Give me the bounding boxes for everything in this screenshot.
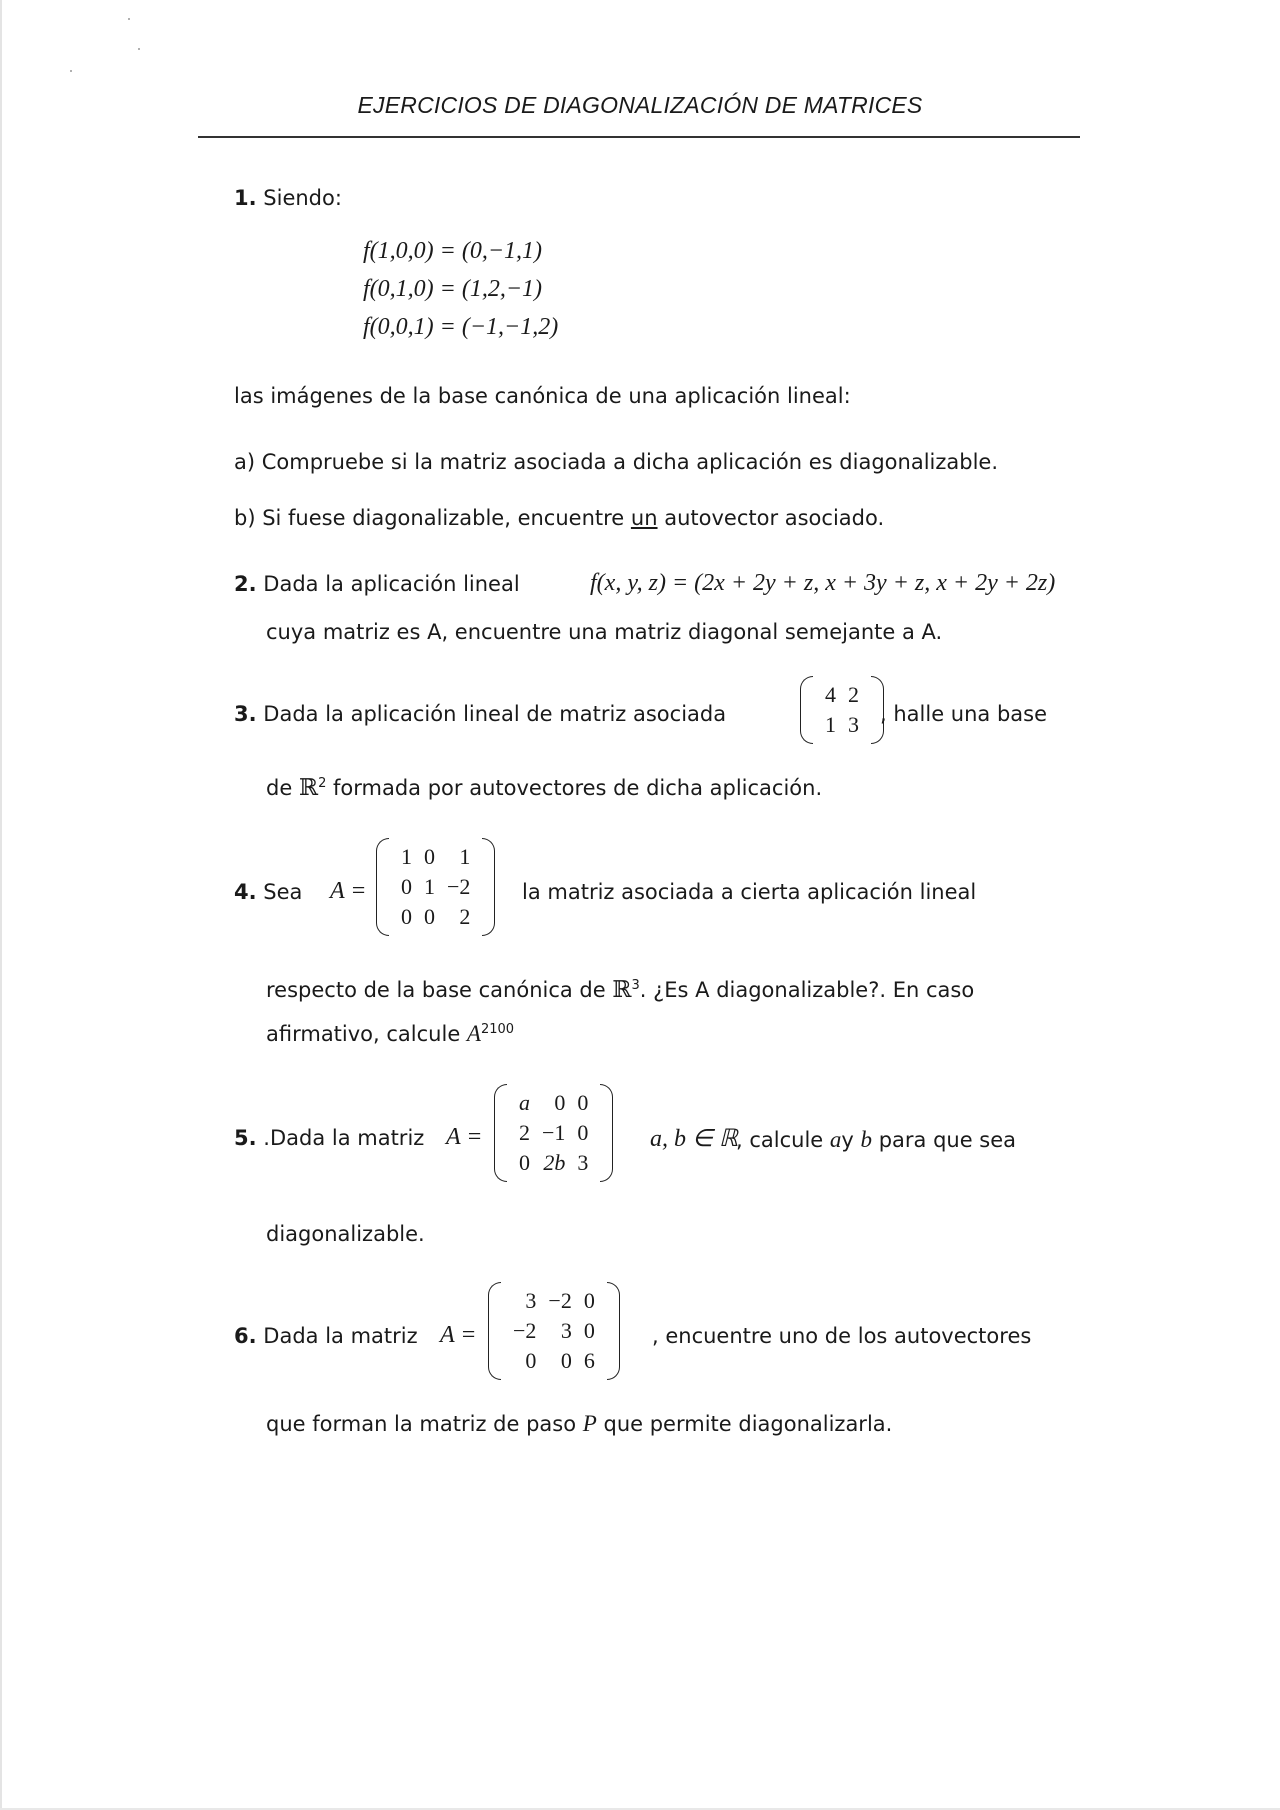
exercise-4-after: la matriz asociada a cierta aplicación lineal: [522, 880, 977, 904]
exercise-6-number: 6.: [234, 1324, 257, 1348]
exercise-4-lhs: A =: [330, 878, 367, 904]
matrix-entry: 2: [519, 1120, 530, 1145]
matrix-entry: 0: [554, 1090, 566, 1115]
matrix-entries: [507, 1084, 600, 1182]
matrix-entry: 2b: [543, 1150, 566, 1175]
matrix-entry: 0: [583, 1318, 595, 1343]
matrix-entry: 2: [459, 904, 471, 929]
exercise-6-line-2: [266, 1410, 892, 1438]
exercise-1-number: 1.: [234, 186, 257, 210]
matrix-entry: 0: [424, 844, 435, 869]
exercise-1-part-a: a) Compruebe si la matriz asociada a dicha aplicación es diagonalizable.: [234, 450, 999, 474]
page-title: EJERCICIOS DE DIAGONALIZACIÓN DE MATRICES: [357, 92, 923, 118]
exercise-6-line-2-post: que permite diagonalizarla.: [596, 1412, 893, 1436]
exercise-4-sea: Sea: [263, 880, 303, 904]
exercise-4-statement: [234, 880, 302, 905]
exercise-1-part-b-underline: un: [630, 506, 658, 530]
exercise-1-siendo: Siendo:: [263, 186, 342, 210]
matrix-power-exponent: 2100: [480, 1022, 515, 1037]
conjunction-y: y: [841, 1128, 854, 1152]
matrix-entry: 0: [577, 1120, 589, 1145]
exercise-1-eq-2: f(0,1,0) = (1,2,−1): [363, 276, 543, 302]
matrix-entry: −2: [447, 874, 471, 899]
exercise-6-statement: [234, 1324, 418, 1349]
matrix-entry: 3: [577, 1150, 589, 1175]
matrix-entry: 0: [401, 904, 412, 929]
exercise-3-matrix: [800, 676, 884, 744]
exercise-5-after-post: para que sea: [872, 1128, 1017, 1152]
exercise-1-eq-3: f(0,0,1) = (−1,−1,2): [363, 314, 559, 340]
matrix-power-base: A: [466, 1021, 481, 1046]
exercise-5-after-pre: , calcule: [736, 1128, 830, 1152]
matrix-entry: 4: [825, 682, 836, 707]
matrix-entry: −1: [542, 1120, 566, 1145]
exercise-4-line-2-post: . ¿Es A diagonalizable?. En caso: [639, 978, 975, 1002]
exercise-4-line-2-pre: respecto de la base canónica de: [266, 978, 613, 1002]
exercise-6-line-2-pre: que forman la matriz de paso: [266, 1412, 583, 1436]
matrix-entry: 2: [848, 682, 859, 707]
matrix-entry: 6: [583, 1348, 595, 1373]
scan-speck: [70, 70, 72, 72]
matrix-entry: −2: [513, 1318, 537, 1343]
matrix-entry: 0: [401, 874, 412, 899]
exercise-6-text: Dada la matriz: [263, 1324, 418, 1348]
exercise-2-statement: [234, 572, 520, 597]
matrix-left-paren: [494, 1084, 507, 1182]
exercise-5-lhs: A =: [446, 1124, 483, 1150]
exercise-5-after: [736, 1126, 1016, 1154]
variable-a: a: [829, 1127, 842, 1152]
matrix-entry: 0: [525, 1348, 537, 1373]
matrix-left-paren: [800, 676, 813, 744]
exercise-1-description: las imágenes de la base canónica de una aplicación lineal:: [234, 384, 851, 408]
exercise-4-line-2: [266, 976, 974, 1004]
exercise-4-matrix: [376, 838, 495, 936]
real-numbers-symbol: ℝ: [298, 775, 319, 800]
exercise-1-part-b-text: b) Si fuese diagonalizable, encuentre: [234, 506, 631, 530]
exercise-6-matrix: [488, 1282, 620, 1380]
scan-speck: [138, 48, 140, 50]
exercise-2-formula: f(x, y, z) = (2x + 2y + z, x + 3y + z, x + 2y + 2z): [590, 570, 1056, 596]
exercise-2-number: 2.: [234, 572, 257, 596]
matrix-entry: 1: [401, 844, 412, 869]
exercise-6-after: , encuentre uno de los autovectores: [652, 1324, 1032, 1348]
exercise-5-text: .Dada la matriz: [263, 1126, 425, 1150]
exercise-3-statement: [234, 702, 726, 727]
exercise-3-line-2: [266, 774, 822, 802]
title-divider: [198, 136, 1080, 138]
variable-p: P: [582, 1411, 597, 1436]
matrix-right-paren: [607, 1282, 620, 1380]
exercise-5-statement: [234, 1126, 424, 1151]
exercise-3-line-2-pre: de: [266, 776, 299, 800]
exercise-1-intro: [234, 186, 342, 211]
real-numbers-exponent: 2: [318, 776, 327, 791]
scan-speck: [128, 18, 130, 20]
matrix-right-paren: [600, 1084, 613, 1182]
matrix-entry: 1: [459, 844, 471, 869]
scan-left-edge: [0, 0, 2, 1810]
real-numbers-symbol: ℝ: [612, 977, 632, 1002]
matrix-entry: 0: [519, 1150, 530, 1175]
exercise-4-line-3-pre: afirmativo, calcule: [266, 1022, 467, 1046]
exercise-4-line-3: [266, 1020, 514, 1048]
exercise-1-eq-1: f(1,0,0) = (0,−1,1): [363, 238, 543, 264]
exercise-2-text: Dada la aplicación lineal: [263, 572, 520, 596]
exercise-2-line-2: cuya matriz es A, encuentre una matriz diagonal semejante a A.: [266, 620, 943, 644]
matrix-left-paren: [376, 838, 389, 936]
exercise-3-after: , halle una base: [880, 702, 1048, 726]
real-numbers-exponent: 3: [631, 978, 640, 993]
matrix-entry: 3: [560, 1318, 572, 1343]
matrix-entry: 0: [577, 1090, 589, 1115]
exercise-3-text: Dada la aplicación lineal de matriz asociada: [263, 702, 727, 726]
exercise-1-part-b-text-end: autovector asociado.: [657, 506, 885, 530]
exercise-5-line-2: diagonalizable.: [266, 1222, 425, 1246]
matrix-entry: 3: [525, 1288, 537, 1313]
matrix-entry: −2: [548, 1288, 572, 1313]
matrix-entries: [501, 1282, 607, 1380]
matrix-entry: 1: [424, 874, 435, 899]
matrix-entry: 0: [583, 1288, 595, 1313]
matrix-entry: a: [519, 1090, 530, 1115]
matrix-entries: [813, 676, 871, 744]
matrix-right-paren: [482, 838, 495, 936]
exercise-5-number: 5.: [234, 1126, 257, 1150]
exercise-5-matrix: [494, 1084, 613, 1182]
exercise-3-number: 3.: [234, 702, 257, 726]
exercise-1-part-b: [234, 506, 884, 531]
exercise-5-condition: a, b ∈ ℝ: [650, 1126, 738, 1152]
matrix-entry: 1: [825, 712, 836, 737]
variable-b: b: [860, 1127, 873, 1152]
exercise-4-number: 4.: [234, 880, 257, 904]
matrix-entries: [389, 838, 482, 936]
matrix-left-paren: [488, 1282, 501, 1380]
matrix-entry: 0: [560, 1348, 572, 1373]
matrix-entry: 0: [424, 904, 435, 929]
exercise-6-lhs: A =: [440, 1322, 477, 1348]
matrix-entry: 3: [848, 712, 859, 737]
exercise-3-line-2-post: formada por autovectores de dicha aplicación.: [326, 776, 823, 800]
